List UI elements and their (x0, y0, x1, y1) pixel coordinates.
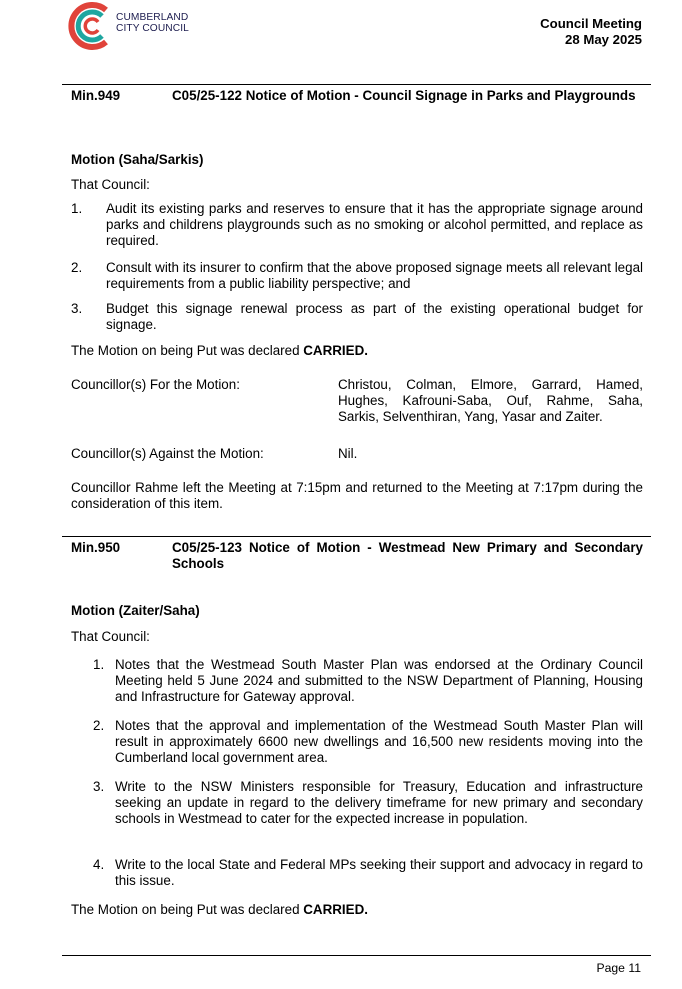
council-logo (66, 0, 196, 52)
logo-line-1: CUMBERLAND (116, 12, 189, 23)
result-text: The Motion on being Put was declared (71, 343, 304, 358)
logo-line-2: CITY COUNCIL (116, 23, 189, 34)
item-text: Audit its existing parks and reserves to ensure that it has the appropriate signage around parks and childrens playgrounds such as no smoking or alcohol permitted, and replace as required. (106, 201, 643, 248)
meeting-date: 28 May 2025 (565, 32, 642, 47)
minute-title: C05/25-122 Notice of Motion - Council Signage in Parks and Playgrounds (172, 88, 636, 103)
motion-intro: That Council: (71, 177, 150, 192)
motion-heading: Motion (Zaiter/Saha) (71, 603, 200, 618)
page-number: Page 11 (596, 961, 641, 975)
against-names: Nil. (338, 446, 358, 461)
result-text: The Motion on being Put was declared (71, 902, 304, 917)
divider (62, 84, 651, 85)
for-label: Councillor(s) For the Motion: (71, 377, 240, 392)
item-text: Write to the NSW Ministers responsible for Treasury, Education and infrastructure seeking an update in regard to the delivery timeframe for new primary and secondary schools in Westmead to cater for the expected increase in population. (115, 779, 643, 826)
item-number: 1. (93, 657, 105, 672)
item-text: Notes that the Westmead South Master Plan was endorsed at the Ordinary Council Meeting held 5 June 2024 and submitted to the NSW Department of Planning, Housing and Infrastructure for Gateway approval. (115, 657, 643, 704)
minute-title: C05/25-123 Notice of Motion - Westmead New Primary and Secondary Schools (172, 540, 643, 571)
result-word: CARRIED. (303, 343, 368, 358)
item-text: Notes that the approval and implementation of the Westmead South Master Plan will result in approximately 6600 new dwellings and 16,500 new residents moving into the Cumberland local government area. (115, 718, 643, 765)
meeting-note: Councillor Rahme left the Meeting at 7:15pm and returned to the Meeting at 7:17pm during the consideration of this item. (71, 480, 643, 511)
motion-result (71, 343, 643, 359)
for-names: Christou, Colman, Elmore, Garrard, Hamed, Hughes, Kafrouni-Saba, Ouf, Rahme, Saha, Sarkis, Selventhiran, Yang, Yasar and Zaiter. (338, 377, 643, 424)
motion-result (71, 902, 643, 918)
item-number: 4. (93, 857, 105, 872)
result-word: CARRIED. (303, 902, 368, 917)
meeting-title: Council Meeting (540, 16, 642, 31)
minute-number: Min.950 (71, 540, 121, 555)
motion-intro: That Council: (71, 629, 150, 644)
item-number: 3. (93, 779, 105, 794)
item-text: Write to the local State and Federal MPs seeking their support and advocacy in regard to this issue. (115, 857, 643, 888)
item-number: 2. (93, 718, 105, 733)
motion-heading: Motion (Saha/Sarkis) (71, 152, 204, 167)
item-number: 3. (71, 301, 83, 316)
divider (62, 536, 651, 537)
item-text: Budget this signage renewal process as part of the existing operational budget for signage. (106, 301, 643, 332)
footer-divider (62, 955, 651, 956)
against-label: Councillor(s) Against the Motion: (71, 446, 264, 461)
item-number: 1. (71, 201, 83, 216)
item-number: 2. (71, 260, 83, 275)
meeting-info (540, 16, 642, 48)
logo-c-icon (66, 0, 114, 52)
item-text: Consult with its insurer to confirm that the above proposed signage meets all relevant legal requirements from a public liability perspective; and (106, 260, 643, 291)
minute-number: Min.949 (71, 88, 121, 103)
